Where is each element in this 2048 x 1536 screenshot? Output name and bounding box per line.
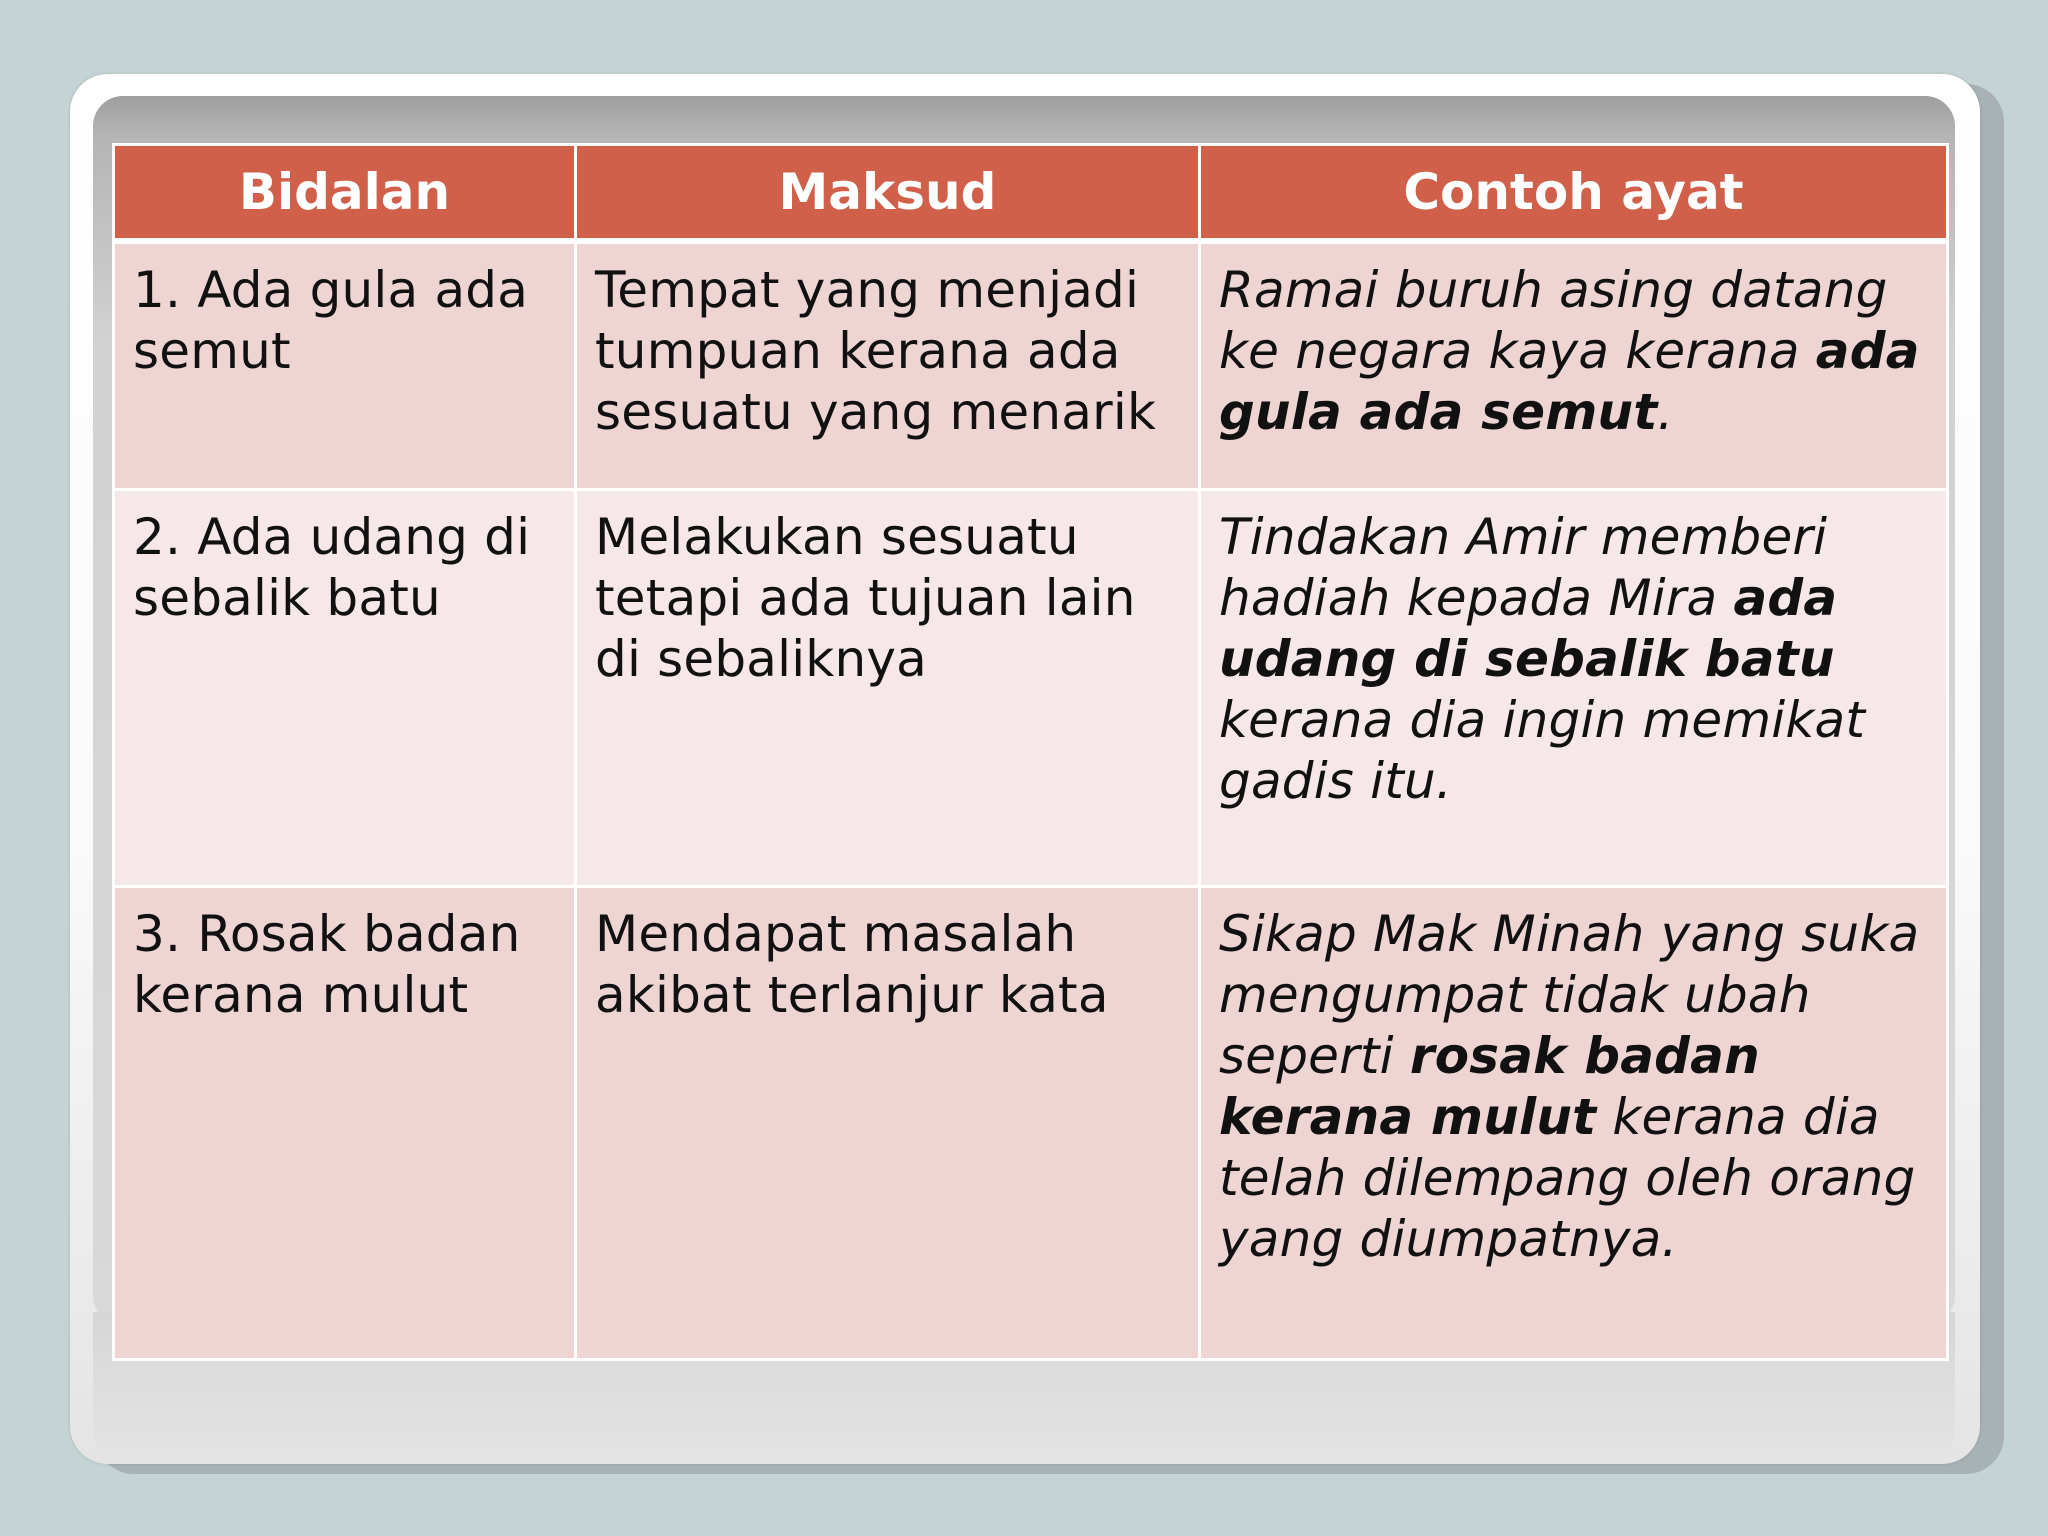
header-contoh-ayat: Contoh ayat xyxy=(1200,145,1948,242)
table-header-row xyxy=(114,145,1948,242)
cell-contoh-ayat xyxy=(1200,489,1948,886)
header-bidalan: Bidalan xyxy=(114,145,576,242)
cell-contoh-ayat xyxy=(1200,241,1948,489)
example-text: Tindakan Amir memberi hadiah kepada Mira xyxy=(1219,507,1828,627)
bidalan-table xyxy=(112,143,1949,1361)
header-maksud: Maksud xyxy=(576,145,1200,242)
example-text-end: . xyxy=(1657,383,1674,441)
cell-maksud: Mendapat masalah akibat terlanjur kata xyxy=(576,886,1200,1359)
cell-bidalan: 3. Rosak badan kerana mulut xyxy=(114,886,576,1359)
table-row xyxy=(114,241,1948,489)
example-text: Ramai buruh asing datang ke negara kaya kerana xyxy=(1219,261,1888,380)
table-row xyxy=(114,489,1948,886)
cell-contoh-ayat xyxy=(1200,886,1948,1359)
example-text: Sikap Mak Minah yang suka mengumpat tidak ubah seperti xyxy=(1219,904,1920,1085)
cell-bidalan: 2. Ada udang di sebalik batu xyxy=(114,489,576,886)
example-text-end: kerana dia telah dilempang oleh orang yang diumpatnya. xyxy=(1219,1087,1916,1268)
example-bidalan-bold: rosak badan kerana mulut xyxy=(1219,1026,1760,1146)
cell-bidalan: 1. Ada gula ada semut xyxy=(114,241,576,489)
table-row xyxy=(114,886,1948,1359)
example-bidalan-bold: ada udang di sebalik batu xyxy=(1219,568,1838,688)
example-bidalan-bold: ada gula ada semut xyxy=(1219,322,1920,441)
example-text-end: kerana dia ingin memikat gadis itu. xyxy=(1219,690,1866,810)
cell-maksud: Melakukan sesuatu tetapi ada tujuan lain di sebaliknya xyxy=(576,489,1200,886)
cell-maksud: Tempat yang menjadi tumpuan kerana ada sesuatu yang menarik xyxy=(576,241,1200,489)
